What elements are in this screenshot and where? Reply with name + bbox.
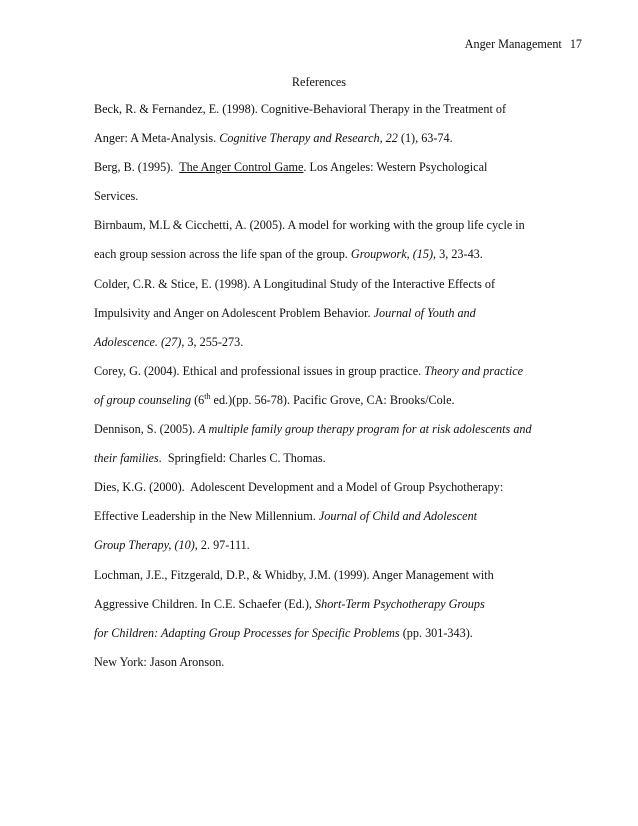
reference-line: Aggressive Children. In C.E. Schaefer (Ed.), Short-Term Psychotherapy Groups	[94, 596, 485, 611]
journal-title: Group Therapy, (10)	[94, 538, 195, 553]
reference-line: Impulsivity and Anger on Adolescent Problem Behavior. Journal of Youth and	[94, 305, 476, 320]
reference-line: Adolescence. (27), 3, 255-273.	[94, 334, 244, 349]
reference-line: of group counseling (6th ed.)(pp. 56-78). Pacific Grove, CA: Brooks/Cole.	[94, 391, 455, 407]
references-heading: References	[291, 75, 347, 89]
reference-entry	[94, 415, 564, 473]
journal-title: Groupwork, (15)	[350, 247, 434, 262]
reference-entry	[94, 95, 564, 153]
book-title: Theory and practice	[424, 363, 524, 378]
journal-title: Adolescence. (27)	[94, 334, 182, 349]
book-title: A multiple family group therapy program for at risk adolescents and	[198, 422, 532, 437]
work-title: The Anger Control Game	[179, 160, 304, 175]
reference-line: Effective Leadership in the New Millennium. Journal of Child and Adolescent	[94, 509, 478, 524]
journal-title: Cognitive Therapy and Research, 22	[219, 131, 398, 146]
reference-line: for Children: Adapting Group Processes for Specific Problems (pp. 301-343).	[94, 625, 473, 640]
reference-entry	[94, 561, 564, 677]
reference-line: Services.	[94, 189, 139, 204]
reference-line: Birnbaum, M.L & Cicchetti, A. (2005). A model for working with the group life cycle in	[94, 218, 525, 233]
running-head	[465, 37, 582, 52]
reference-line: Dies, K.G. (2000). Adolescent Development and a Model of Group Psychotherapy:	[94, 480, 504, 495]
reference-entry	[94, 211, 564, 269]
references-list	[94, 95, 564, 677]
reference-line: New York: Jason Aronson.	[94, 654, 225, 669]
reference-line: Anger: A Meta-Analysis. Cognitive Therapy and Research, 22 (1), 63-74.	[94, 131, 453, 146]
page-number: 17	[569, 37, 582, 51]
book-title: their families	[94, 451, 159, 466]
running-head-title: Anger Management	[464, 37, 562, 51]
book-title: for Children: Adapting Group Processes for Specific Problems	[94, 625, 400, 640]
book-title: of group counseling	[94, 392, 192, 407]
reference-line: Group Therapy, (10), 2. 97-111.	[94, 538, 250, 553]
reference-line: Corey, G. (2004). Ethical and professional issues in group practice. Theory and practice	[94, 363, 524, 378]
reference-line: Lochman, J.E., Fitzgerald, D.P., & Whidby, J.M. (1999). Anger Management with	[94, 567, 494, 582]
reference-line: Colder, C.R. & Stice, E. (1998). A Longitudinal Study of the Interactive Effects of	[94, 276, 496, 291]
reference-line: Dennison, S. (2005). A multiple family group therapy program for at risk adolescents and	[94, 422, 532, 437]
reference-line: their families. Springfield: Charles C. Thomas.	[94, 451, 326, 466]
ordinal-suffix: th	[204, 391, 211, 401]
reference-entry	[94, 473, 564, 560]
reference-line: each group session across the life span of the group. Groupwork, (15), 3, 23-43.	[94, 247, 483, 262]
journal-title: Journal of Child and Adolescent	[318, 509, 478, 524]
reference-entry	[94, 153, 564, 211]
book-title: Short-Term Psychotherapy Groups	[315, 596, 485, 611]
reference-line: Beck, R. & Fernandez, E. (1998). Cognitive-Behavioral Therapy in the Treatment of	[94, 102, 507, 116]
reference-line: Berg, B. (1995). The Anger Control Game. Los Angeles: Western Psychological	[94, 160, 488, 175]
reference-entry	[94, 357, 564, 415]
journal-title: Journal of Youth and	[373, 305, 476, 320]
reference-entry	[94, 270, 564, 357]
